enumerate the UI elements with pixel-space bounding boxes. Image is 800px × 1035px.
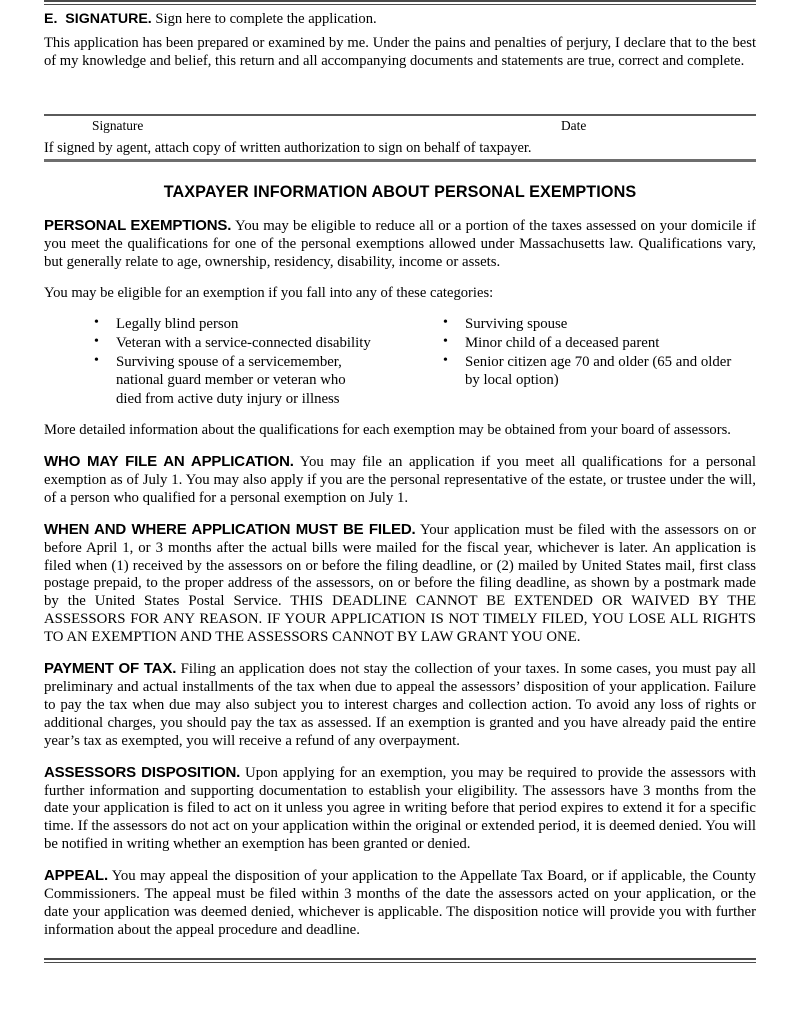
section-when-and-where-lead: WHEN AND WHERE APPLICATION MUST BE FILED. <box>44 520 416 538</box>
exemption-categories-right-column <box>400 315 756 409</box>
list-item <box>94 353 400 409</box>
signature-section-heading-rest: Sign here to complete the application. <box>155 11 377 27</box>
list-item <box>94 315 400 334</box>
list-item <box>443 315 756 334</box>
date-label: Date <box>561 118 587 133</box>
signature-date-labels <box>44 118 756 139</box>
agent-authorization-note: If signed by agent, attach copy of written authorization to sign on behalf of taxpayer. <box>44 140 532 156</box>
exemption-categories-list <box>44 315 756 409</box>
list-item-label: Surviving spouse <box>465 315 568 332</box>
list-item <box>94 334 400 353</box>
section-payment-of-tax-body: Filing an application does not stay the collection of your taxes. In some cases, you must pay all preliminary and actual installments of the tax when due to appeal the assessors’ disposition of your application. Failure to pay the tax when due may also subject you to interest charges and collection action. To avoid any loss of rights or additional charges, you should pay the tax as assessed. If an exemption is granted and you have already paid the entire year’s tax as exempted, you will receive a refund of any overpayment. <box>44 661 756 749</box>
categories-intro: You may be eligible for an exemption if you fall into any of these categories: <box>44 284 494 301</box>
bullet-icon: • <box>443 353 448 369</box>
section-divider-rule <box>44 159 756 162</box>
section-payment-of-tax-lead: PAYMENT OF TAX. <box>44 660 177 678</box>
list-item-label-cont: national guard member or veteran who <box>116 372 346 389</box>
list-item <box>443 334 756 353</box>
section-assessors-disposition-body: Upon applying for an exemption, you may be required to provide the assessors with further information and supporting documentation to establish your eligibility. The assessors have 3 months from the date your application is filed to act on it unless you agree in writing before that period expires to extend it for a specific time. If the assessors do not act on your application within the original or extended period, it is deemed denied. You will be notified in writing whether an exemption has been granted or denied. <box>44 764 756 853</box>
exemption-categories-left-column <box>44 315 400 409</box>
signature-section-heading: SIGNATURE. <box>65 11 152 27</box>
list-item-label: Minor child of a deceased parent <box>465 334 660 351</box>
section-appeal-body: You may appeal the disposition of your application to the Appellate Tax Board, or if applicable, the County Commissioners. The appeal must be filed within 3 months of the date the assessors acted on your application, or the date your application was deemed denied, whichever is applicable. The disposition notice will provide you with further information about the appeal procedure and deadline. <box>44 868 756 938</box>
section-payment-of-tax <box>44 660 756 751</box>
bullet-icon: • <box>443 334 448 350</box>
bullet-icon: • <box>94 353 99 369</box>
signature-label: Signature <box>92 118 144 133</box>
list-item-label: Veteran with a service-connected disability <box>116 334 371 351</box>
signature-heading-line <box>44 10 756 28</box>
declaration-paragraph: This application has been prepared or examined by me. Under the pains and penalties of perjury, I declare that to the best of my knowledge and belief, this return and all accompanying documents and statements are true, correct and complete. <box>44 35 756 69</box>
section-personal-exemptions-body: You may be eligible to reduce all or a portion of the taxes assessed on your domicile if you meet the qualifications for one of the personal exemptions allowed under Massachusetts law. Qualifications vary, but generally relate to age, ownership, residency, disability, income or assets. <box>44 218 756 270</box>
list-item-label: Senior citizen age 70 and older (65 and older <box>465 353 732 370</box>
list-item <box>443 353 756 390</box>
section-assessors-disposition-lead: ASSESSORS DISPOSITION. <box>44 763 241 781</box>
more-detailed-info-paragraph: More detailed information about the qualifications for each exemption may be obtained from your board of assessors. <box>44 422 731 439</box>
bullet-icon: • <box>94 315 99 331</box>
top-double-rule <box>44 0 756 5</box>
signature-section-letter: E. <box>44 11 58 27</box>
list-item-label-cont: by local option) <box>465 372 559 389</box>
signature-rule <box>44 114 756 116</box>
section-who-may-file-lead: WHO MAY FILE AN APPLICATION. <box>44 453 294 470</box>
section-who-may-file-body: You may file an application if you meet all qualifications for a personal exemption as of July 1. You may also apply if you are the personal representative of the estate, or trustee under the will, of a person who qualified for a personal exemption on July 1. <box>44 454 756 506</box>
section-appeal-lead: APPEAL. <box>44 867 108 885</box>
section-who-may-file <box>44 453 756 508</box>
section-personal-exemptions-lead: PERSONAL EXEMPTIONS. <box>44 217 232 234</box>
list-item-label: Legally blind person <box>116 315 239 332</box>
bullet-icon: • <box>94 334 99 350</box>
page-title: TAXPAYER INFORMATION ABOUT PERSONAL EXEMPTIONS <box>163 183 637 201</box>
section-assessors-disposition <box>44 764 756 855</box>
signature-blank-space <box>44 70 756 114</box>
section-when-and-where-body: Your application must be filed with the assessors on or before April 1, or 3 months after the actual bills were mailed for the fiscal year, whichever is later. An application is filed when (1) received by the assessors on or before the filing deadline, or (2) mailed by United States mail, first class postage prepaid, to the proper address of the assessors, on or before the filing deadline, as shown by a postmark made by the United States Postal Service. THIS DEADLINE CANNOT BE EXTENDED OR WAIVED BY THE ASSESSORS FOR ANY REASON. IF YOUR APPLICATION IS NOT TIMELY FILED, YOU LOSE ALL RIGHTS TO AN EXEMPTION AND THE ASSESSORS CANNOT BY LAW GRANT YOU ONE. <box>44 521 756 646</box>
bottom-double-rule <box>44 958 756 963</box>
list-item-label: Surviving spouse of a servicemember, <box>116 353 342 370</box>
section-when-and-where <box>44 521 756 647</box>
list-item-label-cont: died from active duty injury or illness <box>116 391 340 407</box>
section-appeal <box>44 867 756 940</box>
bullet-icon: • <box>443 315 448 331</box>
section-personal-exemptions <box>44 217 756 272</box>
